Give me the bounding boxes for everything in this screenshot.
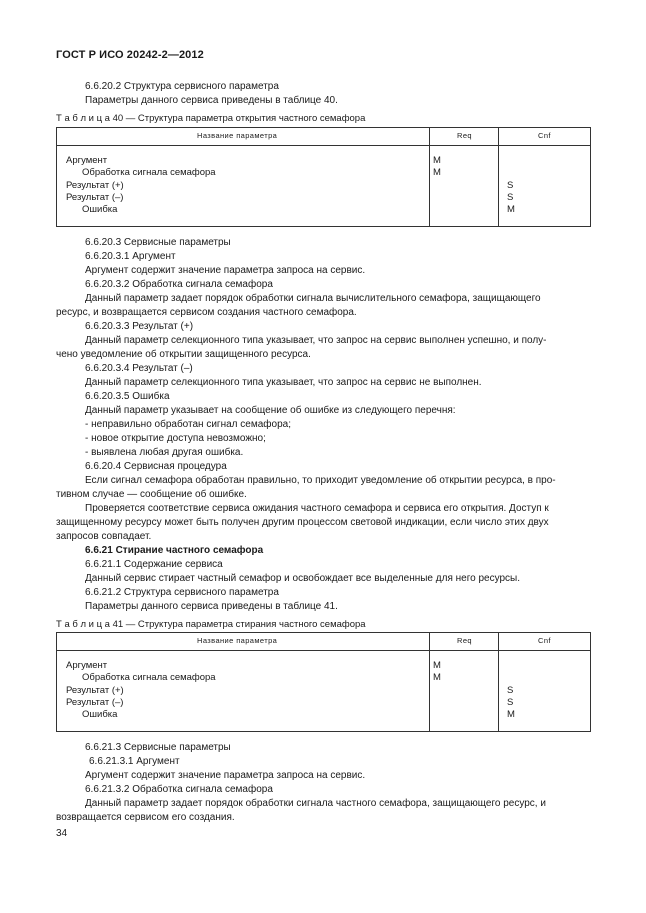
column-header-req: Req xyxy=(457,636,472,645)
table-cell: Аргумент xyxy=(66,660,108,671)
table-cell: Результат (+) xyxy=(66,685,124,696)
column-header-cnf: Cnf xyxy=(538,636,551,645)
table-40-caption: Т а б л и ц а 40 — Структура параметра открытия частного семафора xyxy=(56,113,366,124)
table-cell: Обработка сигнала семафора xyxy=(82,167,216,178)
paragraph: чено уведомление об открытии защищенного ресурса. xyxy=(56,349,311,360)
paragraph: Данный параметр селекционного типа указывает, что запрос на сервис не выполнен. xyxy=(85,377,482,388)
table-cell: M xyxy=(433,672,441,683)
table-cell: M xyxy=(507,204,515,215)
table-cell: Аргумент xyxy=(66,155,108,166)
table-41-caption: Т а б л и ц а 41 — Структура параметра стирания частного семафора xyxy=(56,619,366,630)
table-cell: M xyxy=(433,167,441,178)
section-heading: 6.6.21.1 Содержание сервиса xyxy=(85,559,223,570)
document-header: ГОСТ Р ИСО 20242-2—2012 xyxy=(56,49,204,61)
table-cell: M xyxy=(433,660,441,671)
paragraph: Аргумент содержит значение параметра запроса на сервис. xyxy=(85,265,366,276)
section-heading: 6.6.20.3.1 Аргумент xyxy=(85,251,176,262)
paragraph: запросов совпадает. xyxy=(56,531,152,542)
table-41 xyxy=(56,632,591,732)
section-heading: 6.6.21.3.2 Обработка сигнала семафора xyxy=(85,784,273,795)
page-number: 34 xyxy=(56,828,68,839)
table-cell: Результат (–) xyxy=(66,192,124,203)
paragraph: Данный параметр селекционного типа указывает, что запрос на сервис выполнен успешно, и полу- xyxy=(85,335,547,346)
paragraph: Аргумент содержит значение параметра запроса на сервис. xyxy=(85,770,366,781)
table-cell: Обработка сигнала семафора xyxy=(82,672,216,683)
section-heading: 6.6.20.3.4 Результат (–) xyxy=(85,363,193,374)
list-item: - выявлена любая другая ошибка. xyxy=(85,447,244,458)
section-heading: 6.6.21.2 Структура сервисного параметра xyxy=(85,587,279,598)
table-cell: Результат (+) xyxy=(66,180,124,191)
table-cell: S xyxy=(507,192,514,203)
table-cell: M xyxy=(433,155,441,166)
table-cell: Результат (–) xyxy=(66,697,124,708)
paragraph: ресурс, и возвращается сервисом создания частного семафора. xyxy=(56,307,357,318)
section-heading: 6.6.20.4 Сервисная процедура xyxy=(85,461,227,472)
table-40 xyxy=(56,127,591,227)
table-cell: S xyxy=(507,685,514,696)
paragraph: защищенному ресурсу может быть получен другим процессом световой индикации, если число этих двух xyxy=(56,517,549,528)
section-heading: 6.6.20.2 Структура сервисного параметра xyxy=(85,81,279,92)
paragraph: Параметры данного сервиса приведены в таблице 40. xyxy=(85,95,338,106)
paragraph: Данный параметр задает порядок обработки сигнала частного семафора, защищающего ресурс, и xyxy=(85,798,546,809)
section-heading: 6.6.21.3 Сервисные параметры xyxy=(85,742,231,753)
list-item: - новое открытие доступа невозможно; xyxy=(85,433,266,444)
table-cell: Ошибка xyxy=(82,204,118,215)
table-cell: S xyxy=(507,697,514,708)
section-heading: 6.6.20.3.5 Ошибка xyxy=(85,391,170,402)
section-heading: 6.6.20.3.3 Результат (+) xyxy=(85,321,194,332)
section-heading: 6.6.20.3.2 Обработка сигнала семафора xyxy=(85,279,273,290)
column-header-cnf: Cnf xyxy=(538,131,551,140)
paragraph: тивном случае — сообщение об ошибке. xyxy=(56,489,247,500)
table-cell: Ошибка xyxy=(82,709,118,720)
paragraph: возвращается сервисом его создания. xyxy=(56,812,235,823)
column-header-req: Req xyxy=(457,131,472,140)
table-cell: S xyxy=(507,180,514,191)
paragraph: Данный параметр задает порядок обработки сигнала вычислительного семафора, защищающего xyxy=(85,293,541,304)
paragraph: Параметры данного сервиса приведены в таблице 41. xyxy=(85,601,338,612)
paragraph: Если сигнал семафора обработан правильно, то приходит уведомление об открытии ресурса, в про- xyxy=(85,475,556,486)
section-heading: 6.6.20.3 Сервисные параметры xyxy=(85,237,231,248)
paragraph: Данный сервис стирает частный семафор и освобождает все выделенные для него ресурсы. xyxy=(85,573,521,584)
section-heading: 6.6.21.3.1 Аргумент xyxy=(89,756,180,767)
paragraph: Проверяется соответствие сервиса ожидания частного семафора и сервиса его открытия. Доступ к xyxy=(85,503,549,514)
column-header-name: Название параметра xyxy=(197,636,278,645)
table-cell: M xyxy=(507,709,515,720)
list-item: - неправильно обработан сигнал семафора; xyxy=(85,419,291,430)
section-heading-bold: 6.6.21 Стирание частного семафора xyxy=(85,545,264,556)
paragraph: Данный параметр указывает на сообщение об ошибке из следующего перечня: xyxy=(85,405,456,416)
column-header-name: Название параметра xyxy=(197,131,278,140)
